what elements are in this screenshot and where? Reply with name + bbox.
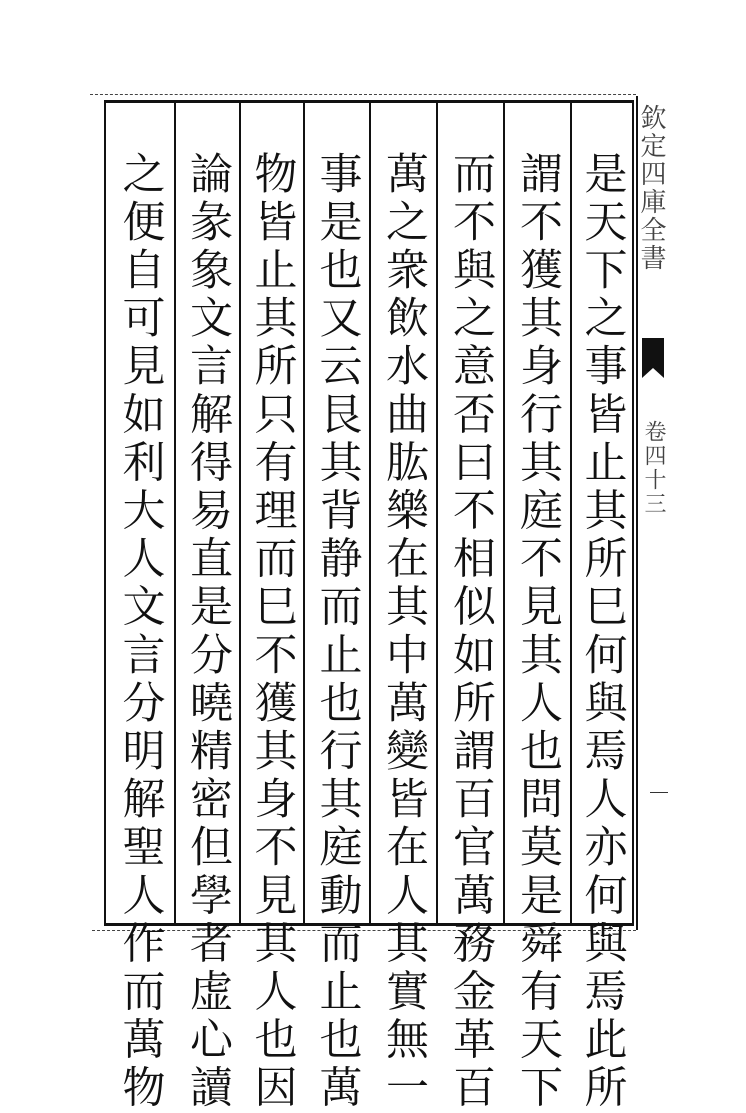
column-text: 之便自可見如利大人文言分明解聖人作而萬物 [115,151,166,1113]
text-column-2 [503,103,570,1113]
column-text: 是天下之事皆止其所巳何與焉人亦何與焉此所 [577,151,628,1113]
column-text: 論彖象文言解得易直是分曉精密但學者虚心讀 [183,151,233,1113]
margin-book-title: 欽定四庫全書 [636,104,666,272]
fishtail-mark-icon [642,338,664,368]
text-column-4 [369,103,436,1113]
text-column-7 [174,103,239,1113]
column-text: 萬之衆飲水曲肱樂在其中萬變皆在人其實無一 [379,151,429,1113]
column-text: 事是也又云艮其背静而止也行其庭動而止也萬 [312,151,363,1113]
text-column-8 [106,103,174,1113]
text-column-6 [239,103,303,1113]
text-column-5 [303,103,369,1113]
text-frame [104,100,634,1113]
column-text: 而不與之意否曰不相似如所謂百官萬務金革百 [446,151,496,1113]
top-border-line [90,94,636,95]
margin-tick [650,792,668,793]
text-column-3 [436,103,503,1113]
margin-volume-label: 卷四十三 [641,420,666,516]
column-text: 物皆止其所只有理而巳不獲其身不見其人也因 [247,151,298,1113]
column-text: 謂不獲其身行其庭不見其人也問莫是舜有天下 [513,151,563,1113]
text-column-1 [570,103,632,1113]
